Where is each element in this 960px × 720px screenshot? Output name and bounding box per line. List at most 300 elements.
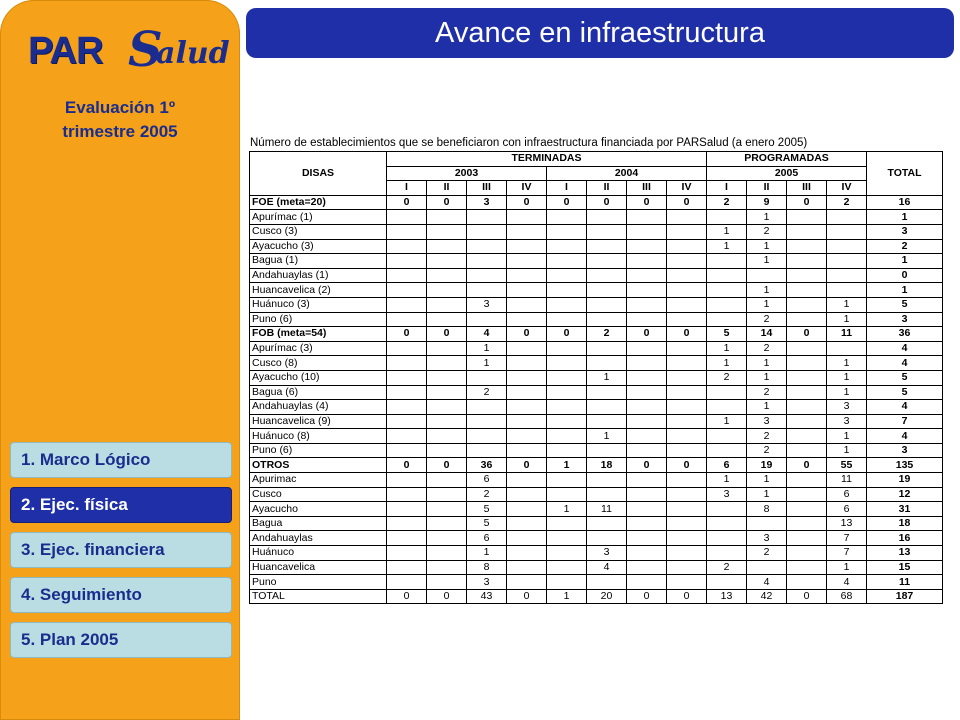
table-cell: 1 (827, 356, 867, 371)
table-cell (627, 487, 667, 502)
table-cell (707, 443, 747, 458)
row-total: 7 (867, 414, 943, 429)
table-cell: 2 (707, 560, 747, 575)
table-row (250, 546, 943, 561)
table-cell: 0 (507, 589, 547, 604)
quarter-header: I (547, 181, 587, 196)
table-cell (667, 385, 707, 400)
table-cell (587, 516, 627, 531)
table-cell (667, 414, 707, 429)
row-label: FOE (meta=20) (250, 195, 387, 210)
table-cell: 6 (707, 458, 747, 473)
table-row (250, 575, 943, 590)
table-cell (627, 546, 667, 561)
table-cell (787, 312, 827, 327)
row-total: 13 (867, 546, 943, 561)
table-cell (427, 370, 467, 385)
table-cell (547, 385, 587, 400)
table-cell (547, 268, 587, 283)
table-cell (667, 443, 707, 458)
table-cell (427, 385, 467, 400)
table-cell (787, 210, 827, 225)
quarter-header: II (587, 181, 627, 196)
table-cell (627, 312, 667, 327)
table-cell: 0 (787, 195, 827, 210)
table-cell (587, 283, 627, 298)
table-cell: 2 (747, 546, 787, 561)
table-cell (787, 400, 827, 415)
table-cell: 9 (747, 195, 787, 210)
table-cell (427, 239, 467, 254)
table-cell (627, 414, 667, 429)
table-cell (587, 210, 627, 225)
year-header: 2004 (547, 166, 707, 181)
table-cell (507, 575, 547, 590)
table-cell: 1 (747, 487, 787, 502)
page-title: Avance en infraestructura (435, 16, 765, 49)
table-cell (507, 502, 547, 517)
row-total: 16 (867, 195, 943, 210)
row-total: 5 (867, 297, 943, 312)
table-cell (547, 297, 587, 312)
table-cell (707, 531, 747, 546)
table-cell: 3 (827, 414, 867, 429)
row-total: 5 (867, 370, 943, 385)
table-cell: 2 (747, 429, 787, 444)
table-cell: 2 (467, 385, 507, 400)
row-total: 18 (867, 516, 943, 531)
table-cell (587, 385, 627, 400)
table-row (250, 370, 943, 385)
table-row (250, 268, 943, 283)
table-cell (387, 254, 427, 269)
table-cell (667, 487, 707, 502)
table-cell: 1 (747, 283, 787, 298)
table-cell: 2 (467, 487, 507, 502)
table-cell (387, 239, 427, 254)
table-cell (467, 429, 507, 444)
table-cell (707, 575, 747, 590)
table-cell (547, 239, 587, 254)
disas-header: DISAS (250, 152, 387, 196)
table-cell (627, 516, 667, 531)
table-cell: 1 (467, 546, 507, 561)
row-label: FOB (meta=54) (250, 327, 387, 342)
table-cell: 20 (587, 589, 627, 604)
table-cell: 1 (747, 210, 787, 225)
table-cell (627, 210, 667, 225)
row-label: Cusco (250, 487, 387, 502)
table-cell: 2 (827, 195, 867, 210)
table-cell: 1 (707, 414, 747, 429)
table-cell (587, 268, 627, 283)
table-row (250, 560, 943, 575)
table-cell: 8 (747, 502, 787, 517)
table-row (250, 473, 943, 488)
quarter-header: IV (667, 181, 707, 196)
table-cell (507, 546, 547, 561)
table-cell (787, 575, 827, 590)
table-cell: 2 (707, 195, 747, 210)
table-cell (507, 560, 547, 575)
table-cell: 1 (547, 589, 587, 604)
table-cell (787, 268, 827, 283)
row-label: Huánuco (3) (250, 297, 387, 312)
table-cell: 1 (827, 443, 867, 458)
table-cell (547, 254, 587, 269)
table-cell (507, 224, 547, 239)
table-cell: 3 (827, 400, 867, 415)
table-cell: 5 (707, 327, 747, 342)
table-cell (627, 385, 667, 400)
row-label: Ayacucho (10) (250, 370, 387, 385)
table-cell (787, 239, 827, 254)
table-cell (627, 268, 667, 283)
row-total: 15 (867, 560, 943, 575)
table-cell (547, 312, 587, 327)
table-cell (707, 502, 747, 517)
table-row (250, 502, 943, 517)
table-cell (707, 312, 747, 327)
table-cell: 1 (827, 370, 867, 385)
table-cell (627, 531, 667, 546)
table-cell: 1 (827, 297, 867, 312)
table-cell (507, 239, 547, 254)
table-cell: 3 (747, 531, 787, 546)
table-cell: 3 (747, 414, 787, 429)
table-cell (627, 297, 667, 312)
table-cell: 2 (747, 312, 787, 327)
table-cell (547, 356, 587, 371)
infrastructure-table (249, 151, 943, 604)
row-total: 1 (867, 210, 943, 225)
table-row (250, 400, 943, 415)
table-cell: 4 (747, 575, 787, 590)
quarter-header: I (387, 181, 427, 196)
table-cell (587, 487, 627, 502)
table-cell (587, 224, 627, 239)
table-cell: 1 (547, 502, 587, 517)
table-cell (667, 560, 707, 575)
table-cell: 1 (747, 370, 787, 385)
table-cell: 1 (747, 254, 787, 269)
table-cell (427, 502, 467, 517)
table-cell (707, 268, 747, 283)
table-cell (547, 473, 587, 488)
table-cell: 0 (387, 195, 427, 210)
table-row (250, 195, 943, 210)
table-cell (667, 546, 707, 561)
table-cell (587, 443, 627, 458)
table-cell: 0 (427, 195, 467, 210)
table-cell (787, 341, 827, 356)
table-cell: 6 (467, 473, 507, 488)
table-cell (627, 429, 667, 444)
table-cell (787, 283, 827, 298)
table-row (250, 516, 943, 531)
table-cell: 13 (827, 516, 867, 531)
table-cell: 1 (707, 341, 747, 356)
table-cell (667, 224, 707, 239)
table-cell: 0 (667, 589, 707, 604)
quarter-header: II (427, 181, 467, 196)
table-cell (387, 560, 427, 575)
table-cell: 3 (587, 546, 627, 561)
table-cell (387, 312, 427, 327)
table-cell (547, 224, 587, 239)
table-row (250, 356, 943, 371)
quarter-header: III (467, 181, 507, 196)
table-cell (547, 283, 587, 298)
table-cell: 2 (747, 224, 787, 239)
table-cell (787, 560, 827, 575)
table-cell (387, 531, 427, 546)
table-row (250, 224, 943, 239)
table-cell: 1 (707, 473, 747, 488)
table-cell: 0 (427, 458, 467, 473)
table-cell: 7 (827, 531, 867, 546)
table-cell: 1 (827, 429, 867, 444)
table-cell (427, 546, 467, 561)
subtitle-line-2: trimestre 2005 (62, 122, 178, 141)
table-cell: 1 (467, 341, 507, 356)
table-caption: Número de establecimientos que se beneficiaron con infraestructura financiada por PARSalud (a enero 2005) (250, 137, 808, 149)
row-total: 4 (867, 341, 943, 356)
table-cell (427, 268, 467, 283)
table-cell (627, 356, 667, 371)
table-cell: 1 (467, 356, 507, 371)
table-cell (387, 297, 427, 312)
table-cell (387, 370, 427, 385)
row-label: Huánuco (250, 546, 387, 561)
table-cell (627, 502, 667, 517)
table-cell (827, 254, 867, 269)
table-cell (627, 239, 667, 254)
table-cell (387, 443, 427, 458)
table-cell: 68 (827, 589, 867, 604)
table-cell: 2 (747, 385, 787, 400)
table-cell (427, 429, 467, 444)
row-total: 135 (867, 458, 943, 473)
table-cell: 19 (747, 458, 787, 473)
row-label: Ayacucho (3) (250, 239, 387, 254)
row-label: Bagua (250, 516, 387, 531)
table-cell: 0 (667, 327, 707, 342)
row-total: 4 (867, 429, 943, 444)
table-cell (427, 473, 467, 488)
table-cell (387, 385, 427, 400)
table-cell (427, 531, 467, 546)
table-cell: 0 (387, 458, 427, 473)
table-cell (427, 443, 467, 458)
table-cell (787, 414, 827, 429)
table-cell: 3 (467, 195, 507, 210)
table-cell (667, 297, 707, 312)
evaluation-subtitle (20, 96, 220, 144)
table-cell (667, 531, 707, 546)
table-cell (467, 370, 507, 385)
table-cell: 2 (707, 370, 747, 385)
table-cell: 0 (387, 327, 427, 342)
table-cell: 0 (507, 195, 547, 210)
table-cell: 55 (827, 458, 867, 473)
header-row-1 (250, 152, 943, 167)
table-cell (507, 531, 547, 546)
table-row (250, 487, 943, 502)
table-cell (387, 502, 427, 517)
table-cell (467, 283, 507, 298)
table-cell (707, 400, 747, 415)
table-cell (507, 356, 547, 371)
nav-item-1[interactable]: 1. Marco Lógico (10, 442, 232, 478)
table-cell (827, 210, 867, 225)
table-row (250, 297, 943, 312)
table-cell (787, 502, 827, 517)
table-cell (587, 400, 627, 415)
table-cell (787, 370, 827, 385)
table-cell: 5 (467, 516, 507, 531)
table-cell (587, 341, 627, 356)
table-cell (667, 341, 707, 356)
nav-item-2[interactable]: 2. Ejec. física (10, 487, 232, 523)
table-cell (547, 487, 587, 502)
table-cell (667, 575, 707, 590)
table-cell (427, 414, 467, 429)
table-cell: 0 (547, 327, 587, 342)
nav-item-4[interactable]: 4. Seguimiento (10, 577, 232, 613)
table-cell (387, 224, 427, 239)
table-cell (827, 283, 867, 298)
row-label: TOTAL (250, 589, 387, 604)
row-total: 4 (867, 400, 943, 415)
row-label: Puno (6) (250, 443, 387, 458)
table-cell: 42 (747, 589, 787, 604)
table-cell (627, 473, 667, 488)
year-header: 2003 (387, 166, 547, 181)
row-label: Ayacucho (250, 502, 387, 517)
table-cell (667, 516, 707, 531)
table-cell (627, 575, 667, 590)
table-cell (707, 385, 747, 400)
row-total: 31 (867, 502, 943, 517)
table-cell (667, 210, 707, 225)
table-cell (547, 400, 587, 415)
table-cell: 1 (827, 560, 867, 575)
row-total: 2 (867, 239, 943, 254)
table-cell (387, 429, 427, 444)
table-cell (587, 239, 627, 254)
table-cell: 2 (587, 327, 627, 342)
table-cell (587, 473, 627, 488)
page-title-bar (246, 8, 954, 58)
table-cell (427, 487, 467, 502)
table-cell (667, 283, 707, 298)
table-cell: 5 (467, 502, 507, 517)
table-cell (467, 268, 507, 283)
table-cell: 6 (827, 487, 867, 502)
nav-item-5[interactable]: 5. Plan 2005 (10, 622, 232, 658)
table-cell: 3 (467, 297, 507, 312)
row-label: OTROS (250, 458, 387, 473)
table-cell (787, 385, 827, 400)
terminadas-header: TERMINADAS (387, 152, 707, 167)
row-total: 19 (867, 473, 943, 488)
table-cell (467, 210, 507, 225)
table-cell: 0 (627, 458, 667, 473)
table-cell: 0 (787, 327, 827, 342)
table-cell (427, 210, 467, 225)
table-cell: 0 (627, 327, 667, 342)
table-cell (667, 268, 707, 283)
table-cell (387, 356, 427, 371)
table-cell: 4 (587, 560, 627, 575)
table-cell: 1 (707, 356, 747, 371)
table-row (250, 531, 943, 546)
table-cell (787, 224, 827, 239)
row-label: Huánuco (8) (250, 429, 387, 444)
table-row (250, 443, 943, 458)
table-cell: 8 (467, 560, 507, 575)
row-label: Apurímac (1) (250, 210, 387, 225)
programadas-header: PROGRAMADAS (707, 152, 867, 167)
row-total: 1 (867, 283, 943, 298)
table-cell (667, 356, 707, 371)
table-cell (387, 487, 427, 502)
year-header: 2005 (707, 166, 867, 181)
table-cell (507, 385, 547, 400)
table-cell (387, 268, 427, 283)
nav-item-3[interactable]: 3. Ejec. financiera (10, 532, 232, 568)
row-label: Puno (250, 575, 387, 590)
row-label: Apurímac (3) (250, 341, 387, 356)
table-cell: 1 (747, 356, 787, 371)
row-label: Huancavelica (2) (250, 283, 387, 298)
table-cell (787, 254, 827, 269)
table-cell (507, 297, 547, 312)
table-cell: 3 (707, 487, 747, 502)
table-cell (667, 370, 707, 385)
table-cell (787, 516, 827, 531)
table-cell (587, 254, 627, 269)
table-cell (467, 400, 507, 415)
table-cell: 0 (507, 458, 547, 473)
row-label: Andahuaylas (1) (250, 268, 387, 283)
logo-alud-text: alud (156, 36, 230, 71)
logo-s-text: S (128, 22, 163, 78)
table-cell (507, 400, 547, 415)
parsalud-logo (24, 22, 230, 82)
quarter-header: IV (827, 181, 867, 196)
table-cell (787, 546, 827, 561)
table-cell (707, 297, 747, 312)
table-cell (547, 443, 587, 458)
table-cell (427, 283, 467, 298)
table-cell (587, 297, 627, 312)
table-cell (667, 239, 707, 254)
table-cell (707, 429, 747, 444)
table-cell (627, 254, 667, 269)
table-cell (667, 502, 707, 517)
row-total: 3 (867, 312, 943, 327)
table-cell: 1 (827, 385, 867, 400)
table-cell: 0 (667, 195, 707, 210)
table-cell: 1 (707, 239, 747, 254)
table-cell: 0 (427, 589, 467, 604)
table-cell (707, 254, 747, 269)
table-row (250, 312, 943, 327)
row-total: 0 (867, 268, 943, 283)
table-row (250, 589, 943, 604)
